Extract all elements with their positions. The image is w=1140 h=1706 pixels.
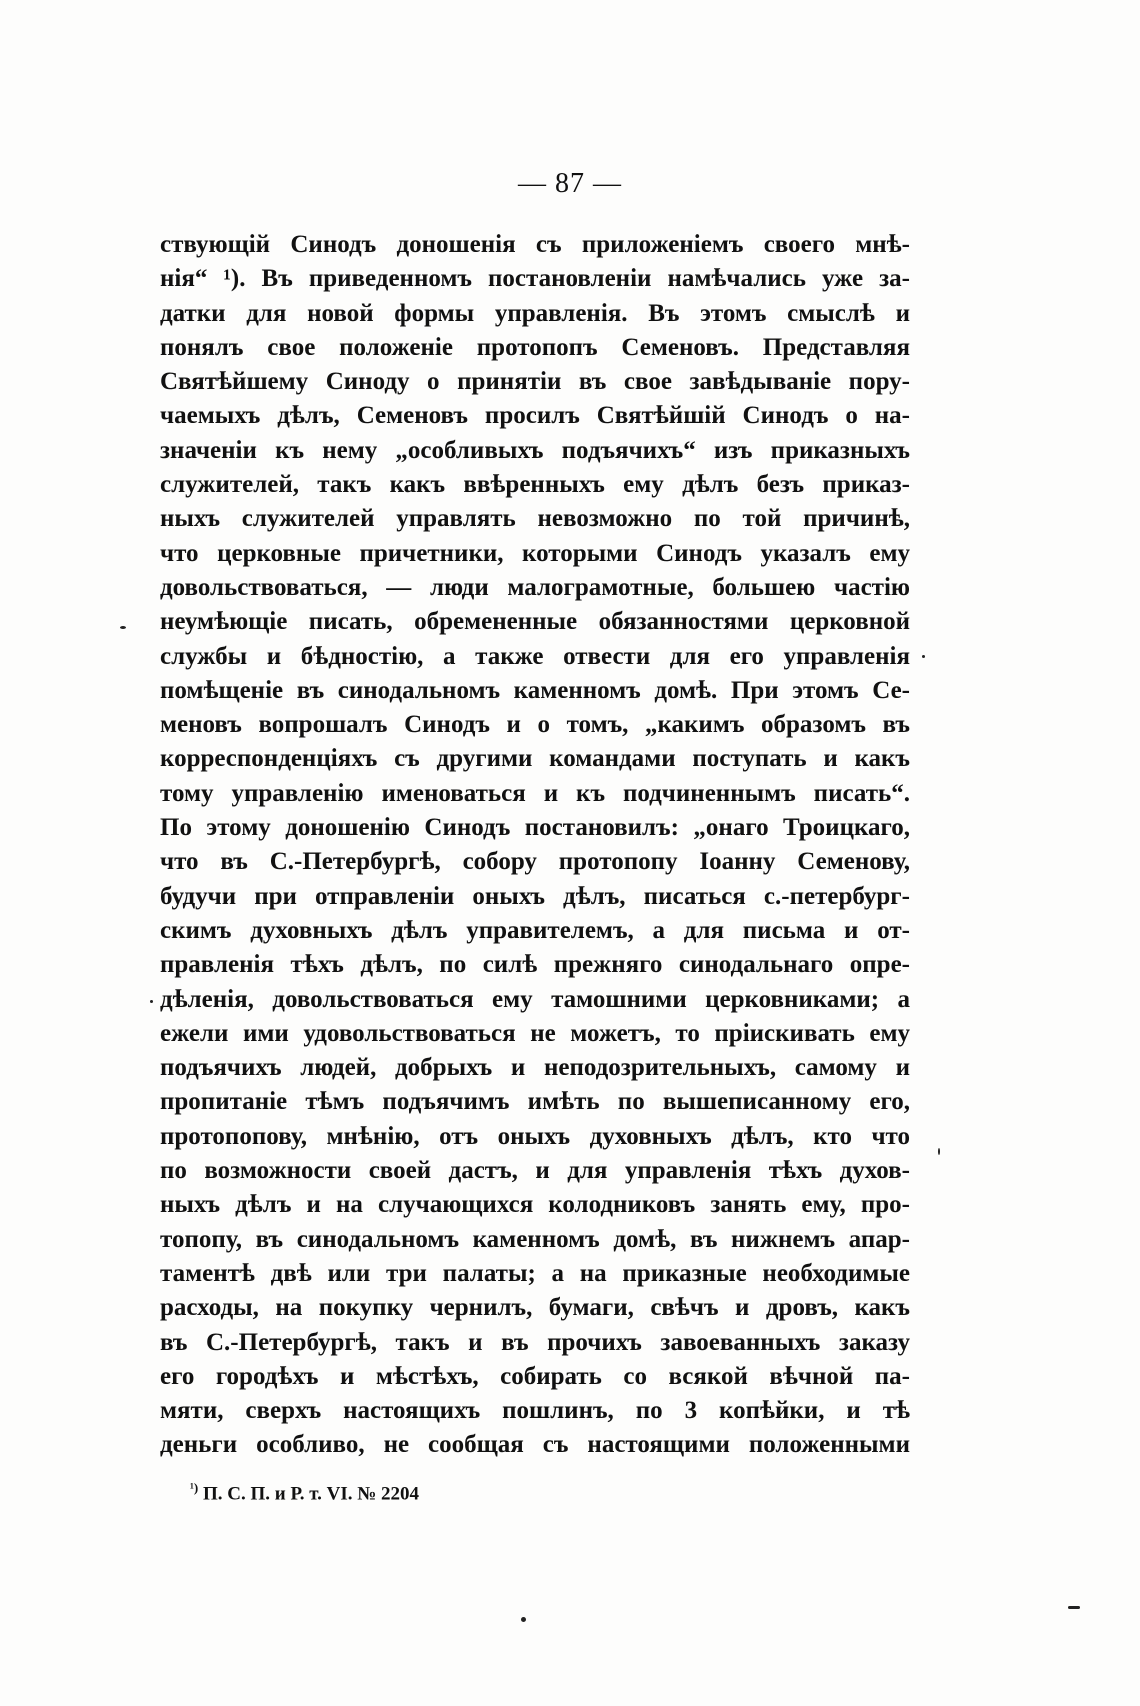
text-line: въ С.-Петербургѣ, такъ и въ прочихъ завоеванныхъ заказу — [160, 1328, 910, 1356]
text-line: его городѣхъ и мѣстѣхъ, собирать со всякой вѣчной па- — [160, 1362, 910, 1390]
text-line: правленія тѣхъ дѣлъ, по силѣ прежняго синодальнаго опре- — [160, 951, 910, 979]
text-line: По этому доношенію Синодъ постановилъ: „онаго Троицкаго, — [160, 814, 910, 842]
text-line: помѣщеніе въ синодальномъ каменномъ домѣ. При этомъ Се- — [160, 676, 910, 704]
text-line: расходы, на покупку чернилъ, бумаги, свѣчъ и дровъ, какъ — [160, 1294, 910, 1322]
text-line: ежели ими удовольствоваться не можетъ, то пріискивать ему — [160, 1019, 910, 1047]
text-line: ствующій Синодъ доношенія съ приложеніемъ своего мнѣ- — [160, 231, 910, 258]
text-line: тому управленію именоваться и къ подчиненнымъ писать“. — [160, 779, 910, 807]
text-line: чаемыхъ дѣлъ, Семеновъ просилъ Святѣйшій Синодъ о на- — [160, 402, 910, 430]
text-line: датки для новой формы управленія. Въ этомъ смыслѣ и — [160, 299, 910, 327]
text-line: дѣленія, довольствоваться ему тамошними церковниками; а — [160, 985, 910, 1013]
text-line: служителей, такъ какъ ввѣренныхъ ему дѣлъ безъ приказ- — [160, 471, 910, 499]
text-line: нія“ ¹). Въ приведенномъ постановленіи намѣчались уже за- — [160, 265, 910, 293]
text-line: подъячихъ людей, добрыхъ и неподозрительныхъ, самому и — [160, 1054, 910, 1082]
text-line: скимъ духовныхъ дѣлъ управителемъ, а для письма и от- — [160, 916, 910, 944]
scan-speck — [150, 1000, 153, 1003]
text-line: корреспонденціяхъ съ другими командами поступать и какъ — [160, 745, 910, 773]
text-line: протопопову, мнѣнію, отъ оныхъ духовныхъ дѣлъ, кто что — [160, 1122, 910, 1150]
text-line: значеніи къ нему „особливыхъ подъячихъ“ изъ приказныхъ — [160, 436, 910, 464]
text-line: пропитаніе тѣмъ подъячимъ имѣть по вышеписанному его, — [160, 1088, 910, 1116]
text-line: будучи при отправленіи оныхъ дѣлъ, писаться с.-петербург- — [160, 882, 910, 910]
scan-speck — [922, 655, 925, 658]
text-line: по возможности своей дастъ, и для управленія тѣхъ духов- — [160, 1157, 910, 1185]
text-line: деньги особливо, не сообщая съ настоящими положенными — [160, 1431, 910, 1459]
text-line: понялъ свое положеніе протопопъ Семеновъ. Представляя — [160, 333, 910, 361]
footnote — [190, 1480, 419, 1505]
text-line: службы и бѣдностію, а также отвести для его управленія — [160, 642, 910, 670]
scan-speck — [1068, 1606, 1080, 1609]
text-line: что въ С.-Петербургѣ, собору протопопу Іоанну Семенову, — [160, 848, 910, 876]
footnote-mark: ¹) — [190, 1480, 199, 1495]
text-line: что церковные причетники, которыми Синодъ указалъ ему — [160, 539, 910, 567]
page-number: — 87 — — [518, 168, 622, 199]
scan-speck — [120, 626, 126, 629]
footnote-text: П. С. П. и Р. т. VI. № 2204 — [202, 1483, 420, 1505]
text-line: Святѣйшему Синоду о принятіи въ свое завѣдываніе пору- — [160, 368, 910, 396]
text-line: мяти, сверхъ настоящихъ пошлинъ, по 3 копѣйки, и тѣ — [160, 1397, 910, 1425]
text-line: ныхъ дѣлъ и на случающихся колодниковъ занять ему, про- — [160, 1191, 910, 1219]
text-line: топопу, въ синодальномъ каменномъ домѣ, въ нижнемъ апар- — [160, 1225, 910, 1253]
scan-speck — [521, 1617, 526, 1622]
text-line: довольствоваться, — люди малограмотные, большею частію — [160, 573, 910, 601]
text-line: неумѣющіе писать, обремененные обязанностями церковной — [160, 608, 910, 636]
text-line: меновъ вопрошалъ Синодъ и о томъ, „какимъ образомъ въ — [160, 711, 910, 739]
text-line: таментѣ двѣ или три палаты; а на приказные необходимые — [160, 1259, 910, 1287]
body-text — [160, 228, 910, 1463]
text-line: ныхъ служителей управлять невозможно по той причинѣ, — [160, 505, 910, 533]
scan-speck — [938, 1148, 940, 1155]
